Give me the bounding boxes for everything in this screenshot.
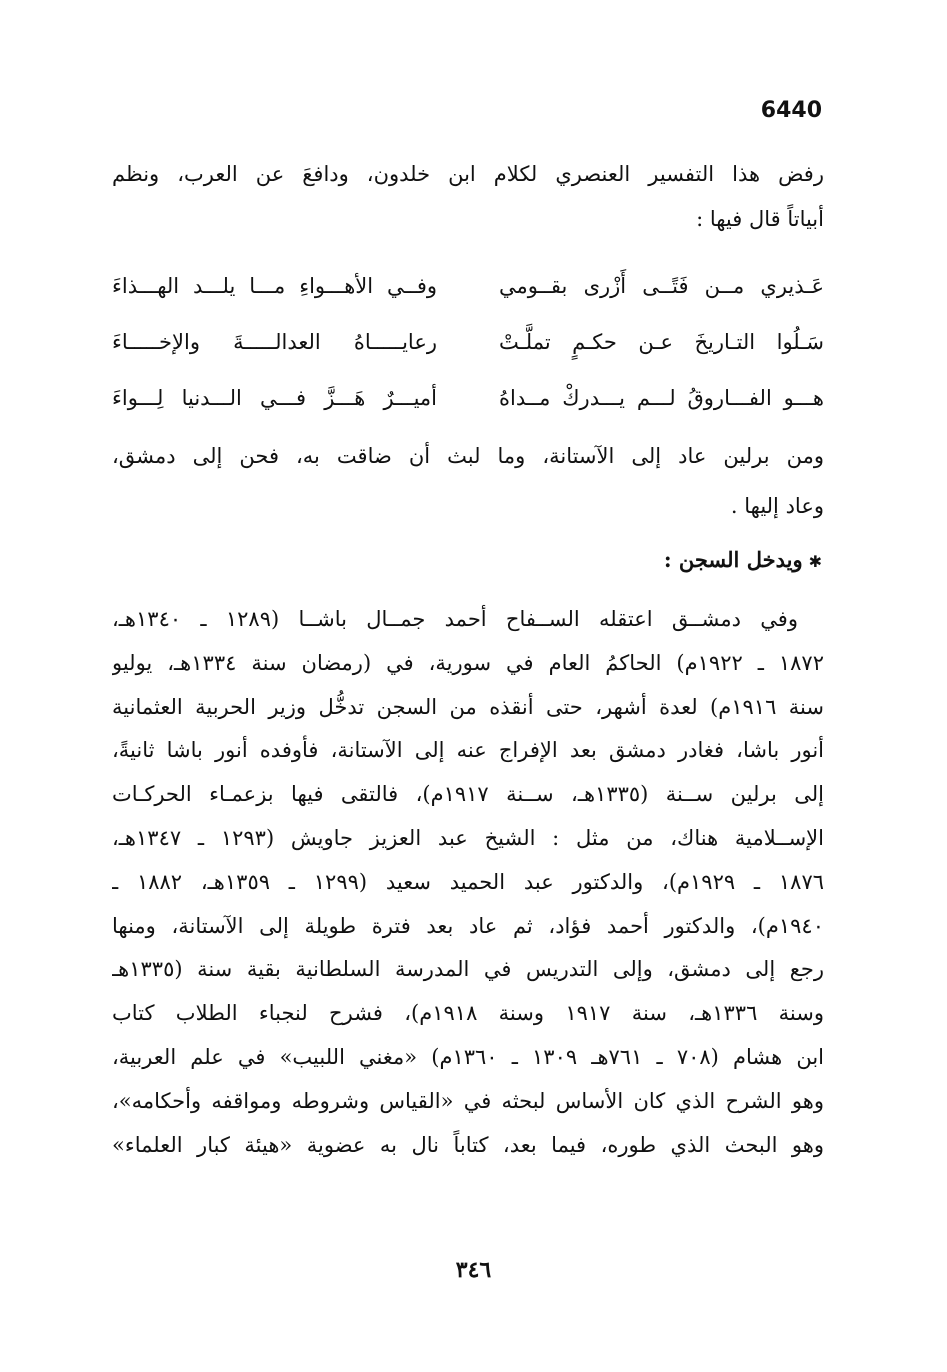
verse-second-hemistich: رعايـــــاهُ العدالـــــةَ والإخـــــاءَ — [112, 330, 437, 354]
poem-verse — [112, 370, 824, 426]
star-bullet-icon: ✱ — [808, 552, 822, 571]
text-line: رجع إلى دمشق، وإلى التدريس في المدرسة السلطانية بقية سنة (١٣٣٥هـ — [112, 957, 824, 982]
page-reference-number: 6440 — [760, 98, 822, 123]
verse-second-hemistich: وفــي الأهـــواءِ مـــا يلـــد الهـــذاءَ — [112, 274, 437, 298]
verse-second-hemistich: أميـــرٌ هَـــزَّ فـــي الـــدنيا لِـــواءَ — [112, 386, 437, 410]
text-line: أنور باشا، فغادر دمشق بعد الإفراج عنه إلى الآستانة، فأوفده أنور باشا ثانيةً، — [112, 738, 824, 763]
text-line: ١٩٤٠م)، والدكتور أحمد فؤاد، ثم عاد بعد فترة طويلة إلى الآستانة، ومنها — [112, 913, 824, 938]
verse-first-hemistich: عَـذيري مــن فَتًــى أَزْرى بقــومي — [499, 274, 824, 298]
text-line: ١٨٧٢ ـ ١٩٢٢م) الحاكمُ العام في سورية، في (رمضان سنة ١٣٣٤هـ، يوليو — [112, 650, 824, 675]
section-heading — [664, 540, 822, 582]
poem — [112, 258, 824, 426]
text-line: إلى برلين ســنة (١٣٣٥هـ، ســنة ١٩١٧م)، فالتقى فيها بزعمـاء الحركـات — [112, 782, 824, 807]
page-number: ٣٤٦ — [455, 1257, 492, 1283]
text-line: رفض هذا التفسير العنصري لكلام ابن خلدون، ودافعَ عن العرب، ونظم — [112, 162, 824, 186]
text-line: ومن برلين عاد إلى الآستانة، وما لبث أن ضاقت به، فحن إلى دمشق، — [112, 444, 824, 468]
verse-first-hemistich: سَـلُوا التـاريخَ عـن حكـمٍ تملَّـتْ — [499, 330, 824, 354]
body-paragraph — [112, 598, 824, 1167]
text-line: وسنة ١٣٣٦هـ، سنة ١٩١٧ وسنة ١٩١٨م)، فشرح لنجباء الطلاب كتاب — [112, 1001, 824, 1026]
text-line: ابن هشام (٧٠٨ ـ ٧٦١هـ ١٣٠٩ ـ ١٣٦٠م) «مغني اللبيب» في علم العربية، — [112, 1044, 824, 1069]
verse-first-hemistich: هـــو الفـــاروقُ لـــم يـــدركْ مــداهُ — [499, 386, 824, 410]
text-line: ١٨٧٦ ـ ١٩٢٩م)، والدكتور عبد الحميد سعيد (١٢٩٩ ـ ١٣٥٩هـ، ١٨٨٢ ـ — [112, 869, 824, 894]
text-line: الإســلامية هناك، من مثل : الشيخ عبد العزيز جاويش (١٢٩٣ ـ ١٣٤٧هـ، — [112, 825, 824, 850]
text-line: أبياتاً قال فيها : — [696, 207, 824, 231]
section-heading-text: ويدخل السجن : — [663, 547, 803, 572]
text-line: وعاد إليها . — [730, 494, 824, 518]
poem-verse — [112, 314, 824, 370]
after-poem-paragraph — [112, 431, 824, 531]
text-line: وهو الشرح الذي كان الأساس لبحثه في «القياس وشروطه ومواقفه وأحكامه»، — [112, 1088, 824, 1113]
text-line: وفي دمشــق اعتقله الســفاح أحمد جمــال باشــا (١٢٨٩ ـ ١٣٤٠هـ، — [112, 607, 798, 631]
text-line: سنة ١٩١٦م) لعدة أشهر، حتى أنقذه من السجن تدخُّل وزير الحربية العثمانية — [112, 694, 824, 719]
intro-paragraph — [112, 152, 824, 242]
text-line: وهو البحث الذي طوره، فيما بعد، كتاباً نال به عضوية «هيئة كبار العلماء» — [112, 1132, 824, 1157]
poem-verse — [112, 258, 824, 314]
